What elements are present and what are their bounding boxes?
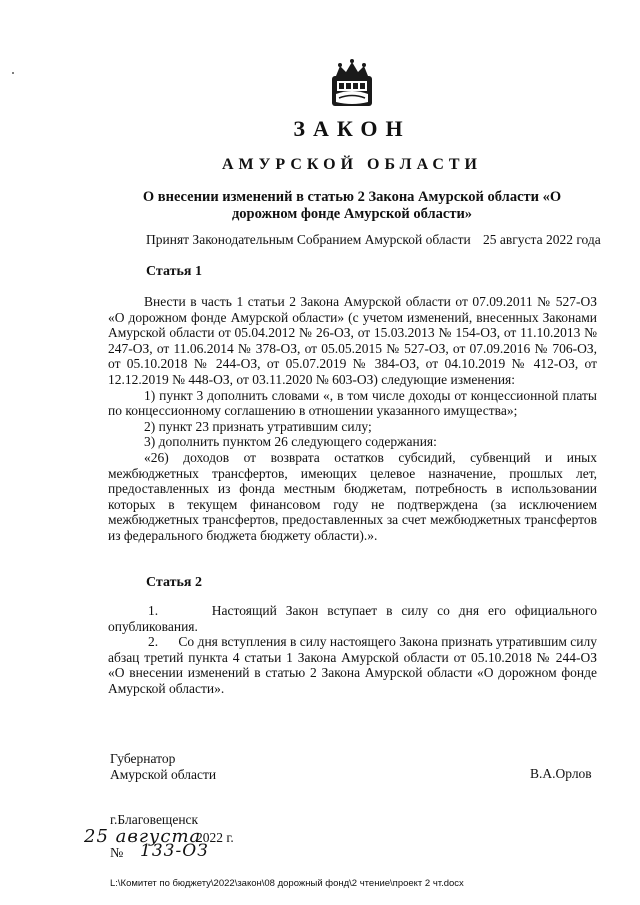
law-subtitle: О внесении изменений в статью 2 Закона Амурской области «О дорожном фонде Амурской области» — [142, 189, 562, 222]
signatory-name: В.А.Орлов — [530, 766, 592, 781]
position-line-2: Амурской области — [110, 766, 217, 782]
article-1-body — [108, 294, 597, 544]
region-title: АМУРСКОЙ ОБЛАСТИ — [222, 156, 482, 173]
article-2-body — [108, 603, 597, 697]
coat-of-arms-icon — [330, 58, 374, 108]
article-1-paragraph: 3) дополнить пунктом 26 следующего содержания: — [144, 434, 437, 450]
article-1-paragraph: 1) пункт 3 дополнить словами «, в том числе доходы от концессионной платы по концессионному соглашению в отношении указанного имущества»; — [108, 387, 597, 419]
signatory-position — [110, 751, 216, 782]
article-1-paragraph: 2) пункт 23 признать утратившим силу; — [144, 418, 372, 434]
scan-speck — [12, 72, 14, 74]
article-1-paragraph: «26) доходов от возврата остатков субсидий, субвенций и иных межбюджетных трансфертов, имеющих целевое назначение, прошлых лет, предоставленных из фонда местным бюджетам, потребность в использовании которых в текущем финансовом году не подтверждена (за исключением межбюджетных трансфертов, предоставленных за счет межбюджетных трансфертов из федерального бюджета бюджету области).». — [108, 449, 597, 543]
place-of-signing: г.Благовещенск — [110, 812, 199, 827]
article-2-paragraph: 2. Со дня вступления в силу настоящего Закона признать утратившим силу абзац третий пункта 4 статьи 1 Закона Амурской области от 05.10.2018 № 244-ОЗ «О внесении изменений в статью 2 Закона Амурской области «О дорожном фонде Амурской области». — [108, 634, 597, 696]
document-title: ЗАКОН — [293, 116, 411, 141]
article-1-paragraph: Внести в часть 1 статьи 2 Закона Амурской области от 07.09.2011 № 527-ОЗ «О дорожном фонде Амурской области» (с учетом изменений, внесенных Законами Амурской области от 05.04.2012 № 26-ОЗ, от 15.03.2013 № 154-ОЗ, от 11.10.2013 № 247-ОЗ, от 11.06.2014 № 378-ОЗ, от 05.05.2015 № 527-ОЗ, от 07.09.2016 № 706-ОЗ, от 05.10.2018 № 244-ОЗ, от 05.07.2019 № 384-ОЗ, от 04.10.2019 № 412-ОЗ, от 12.12.2019 № 448-ОЗ, от 03.11.2020 № 603-ОЗ) следующие изменения: — [108, 294, 597, 387]
law-number-label: № — [110, 846, 124, 861]
position-line-1: Губернатор — [110, 751, 176, 766]
article-2-paragraph: 1. Настоящий Закон вступает в силу со дня его официального опубликования. — [108, 603, 597, 634]
handwritten-law-number: 133-ОЗ — [140, 841, 209, 861]
signing-year: 2022 г. — [196, 830, 234, 845]
adopted-by: Принят Законодательным Собранием Амурской области — [146, 232, 471, 247]
article-1-heading: Статья 1 — [146, 264, 202, 279]
file-path-footer: L:\Комитет по бюджету\2022\закон\08 дорожный фонд\2 чтение\проект 2 чт.docx — [110, 878, 464, 889]
adopted-date: 25 августа 2022 года — [483, 232, 601, 247]
handwritten-date: 25 августа — [84, 826, 202, 847]
article-2-heading: Статья 2 — [146, 575, 202, 590]
